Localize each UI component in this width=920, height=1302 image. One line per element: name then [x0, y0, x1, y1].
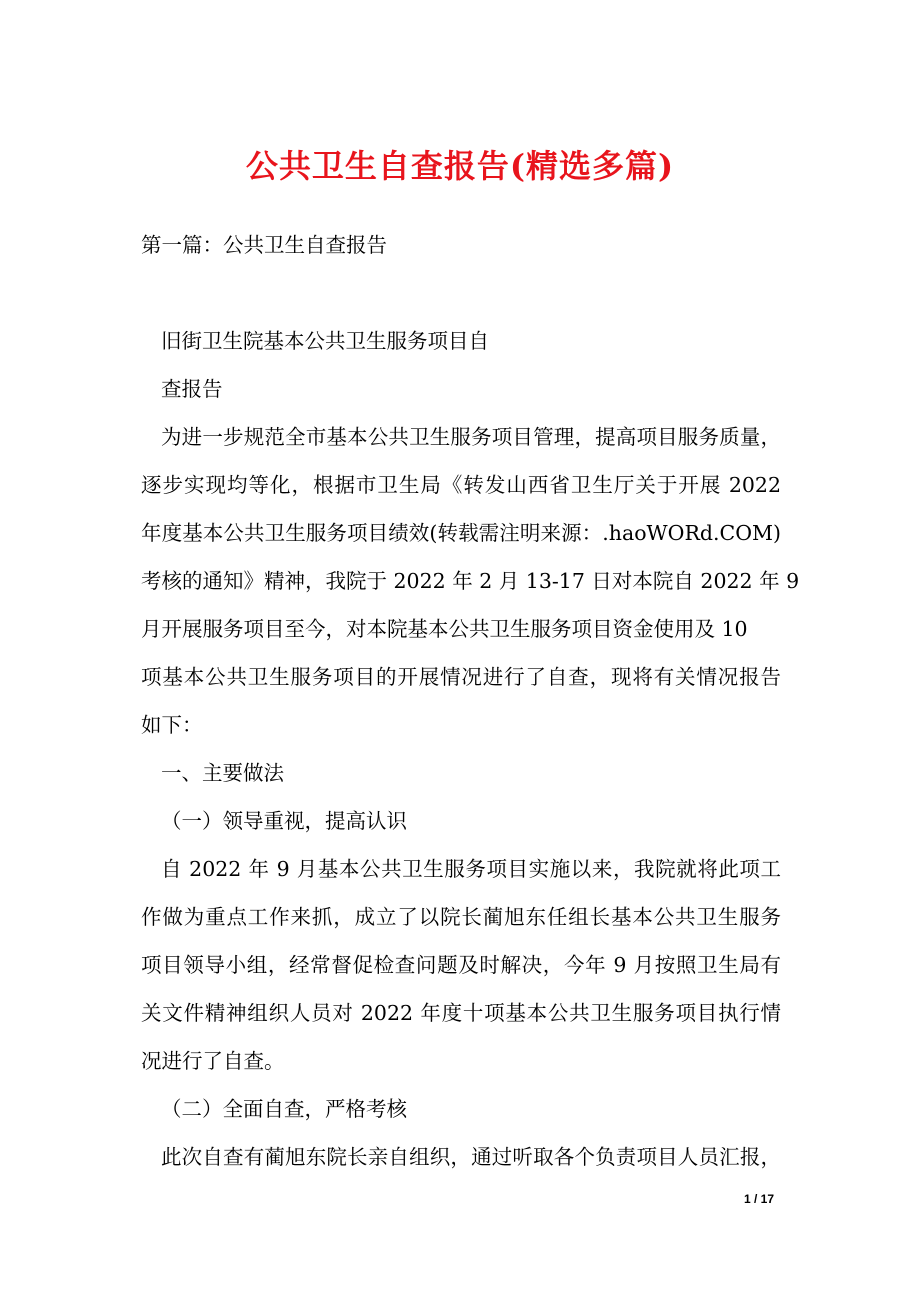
- section-heading: 第一篇：公共卫生自查报告: [141, 233, 387, 257]
- paragraph-2-line-1: 自 2022 年 9 月基本公共卫生服务项目实施以来，我院就将此项工: [161, 857, 781, 881]
- page-number: 1 / 17: [744, 1192, 775, 1206]
- paragraph-1-line-2: 逐步实现均等化，根据市卫生局《转发山西省卫生厅关于开展 2022: [141, 473, 781, 497]
- paragraph-2-line-3: 项目领导小组，经常督促检查问题及时解决，今年 9 月按照卫生局有: [141, 953, 781, 977]
- paragraph-2-line-2: 作做为重点工作来抓，成立了以院长蔺旭东任组长基本公共卫生服务: [141, 905, 781, 929]
- paragraph-1-line-1: 为进一步规范全市基本公共卫生服务项目管理，提高项目服务质量，: [161, 425, 781, 449]
- subheading-2: （二）全面自查，严格考核: [161, 1097, 407, 1121]
- paragraph-1-line-3: 年度基本公共卫生服务项目绩效(转载需注明来源：.haoWORd.COM): [141, 521, 781, 545]
- paragraph-1-line-5: 月开展服务项目至今，对本院基本公共卫生服务项目资金使用及 10: [141, 617, 748, 641]
- paragraph-3-line-1: 此次自查有蔺旭东院长亲自组织，通过听取各个负责项目人员汇报，: [161, 1145, 781, 1169]
- report-title-line-1: 旧街卫生院基本公共卫生服务项目自: [161, 329, 489, 353]
- document-title: 公共卫生自查报告(精选多篇): [245, 147, 675, 185]
- paragraph-1-line-6: 项基本公共卫生服务项目的开展情况进行了自查，现将有关情况报告: [141, 665, 781, 689]
- paragraph-2-line-5: 况进行了自查。: [141, 1049, 285, 1073]
- subheading-1: （一）领导重视，提高认识: [161, 809, 407, 833]
- main-heading-1: 一、主要做法: [161, 761, 284, 785]
- paragraph-2-line-4: 关文件精神组织人员对 2022 年度十项基本公共卫生服务项目执行情: [141, 1001, 781, 1025]
- paragraph-1-line-4: 考核的通知》精神，我院于 2022 年 2 月 13-17 日对本院自 2022 年 9: [141, 569, 800, 593]
- paragraph-1-line-7: 如下：: [141, 713, 203, 737]
- report-title-line-2: 查报告: [161, 377, 223, 401]
